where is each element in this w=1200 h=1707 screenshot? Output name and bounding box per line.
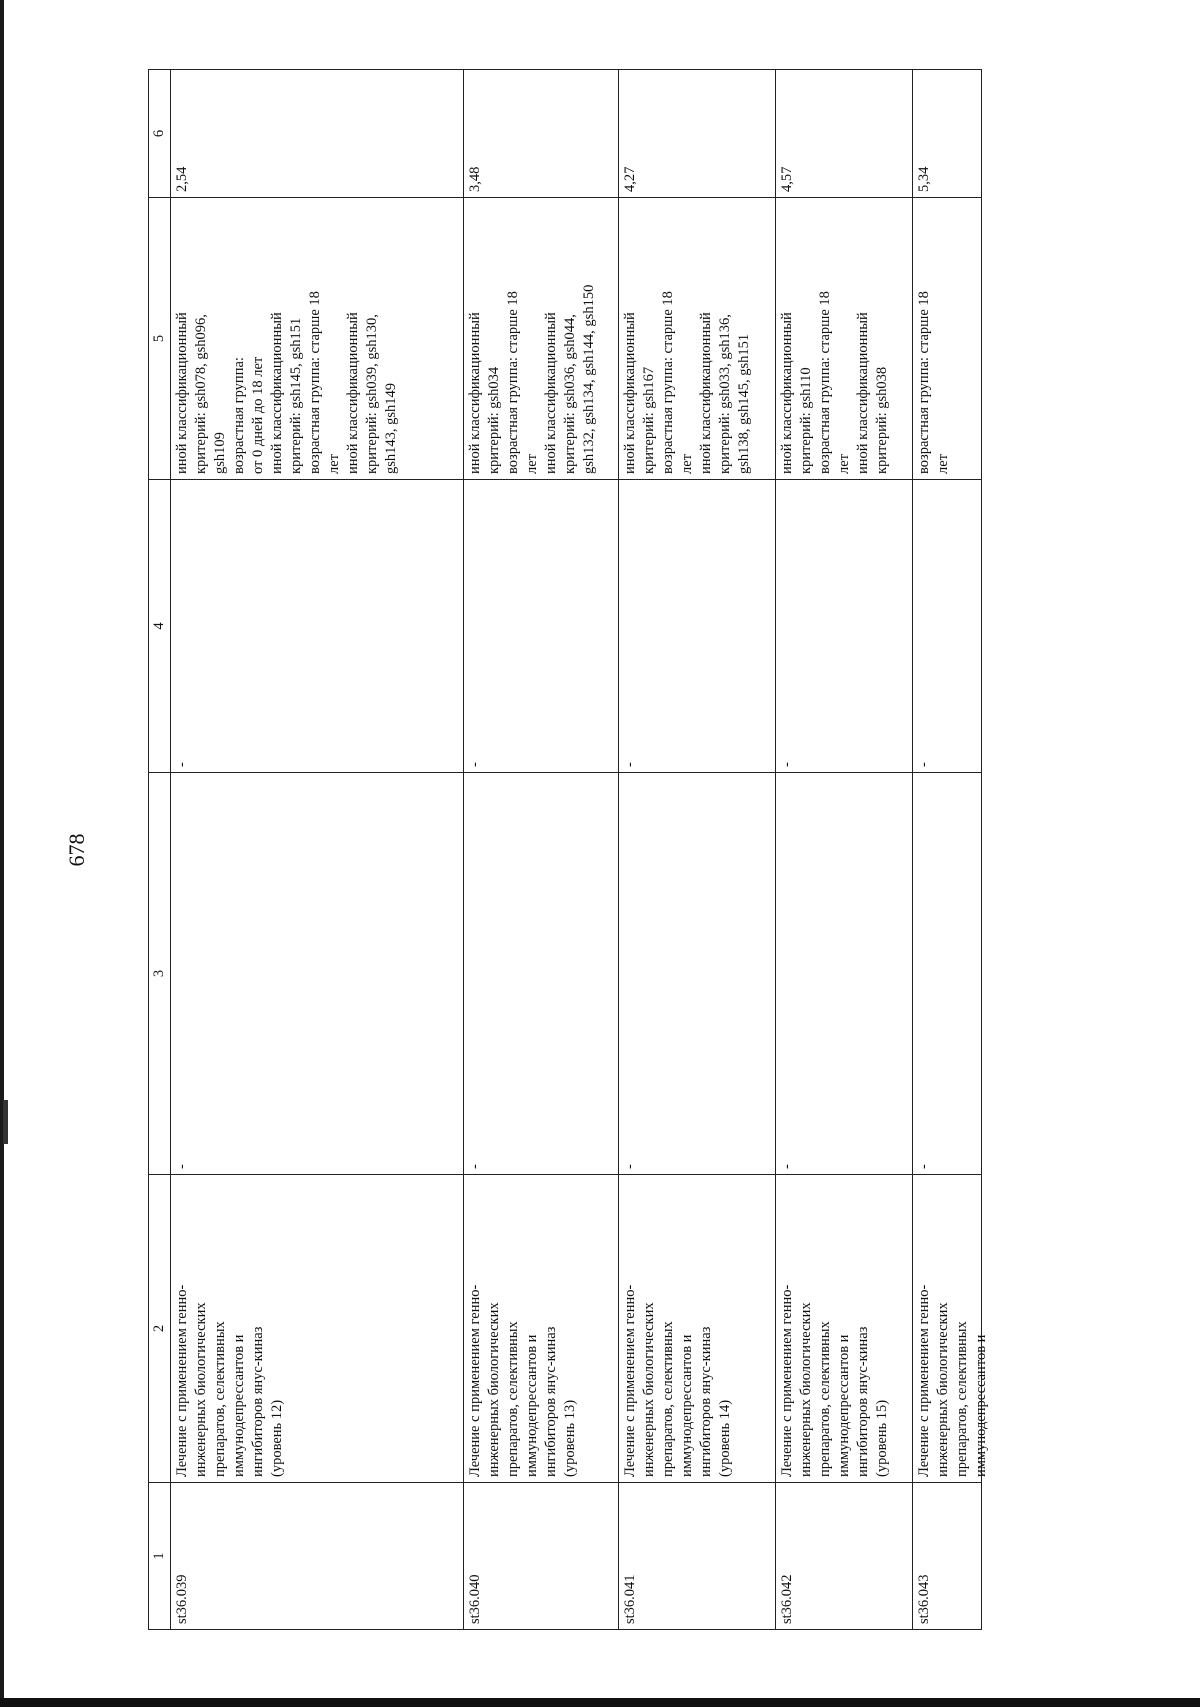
- row-coefficient: 4,57: [776, 70, 913, 198]
- row-code: st36.042: [776, 1483, 913, 1630]
- row-col3: -: [913, 773, 982, 1175]
- row-criteria: иной классификационный критерий: gsh034 возрастная группа: старше 18 лет иной классификационный критерий: gsh036, gsh044, gsh132, gsh134, gsh144, gsh150: [464, 198, 619, 480]
- row-code: st36.043: [913, 1483, 982, 1630]
- table-row: [913, 70, 982, 1630]
- header-col-2: 2: [149, 1175, 171, 1483]
- row-col4: -: [776, 480, 913, 773]
- row-name: Лечение с применением генно- инженерных биологических препаратов, селективных иммунодепрессантов и ингибиторов янус-киназ (уровень 13): [464, 1175, 619, 1483]
- table-row: [464, 70, 619, 1630]
- row-criteria: иной классификационный критерий: gsh078, gsh096, gsh109 возрастная группа: от 0 дней до 18 лет иной классификационный критерий: gsh145, gsh151 возрастная группа: старше 18 лет иной классификационный критерий: gsh039, gsh130, gsh143, gsh149: [171, 198, 464, 480]
- row-code: st36.040: [464, 1483, 619, 1630]
- row-code: st36.041: [619, 1483, 776, 1630]
- scan-edge-left: [0, 0, 4, 1707]
- row-name: Лечение с применением генно- инженерных биологических препаратов, селективных иммунодепрессантов и ингибиторов янус-киназ (уровень 12): [171, 1175, 464, 1483]
- row-coefficient: 2,54: [171, 70, 464, 198]
- scan-artifact-mark: [3, 1100, 8, 1144]
- header-col-6: 6: [149, 70, 171, 198]
- row-name: Лечение с применением генно- инженерных биологических препаратов, селективных иммунодепрессантов и: [916, 1284, 989, 1477]
- row-col4: -: [464, 480, 619, 773]
- table-row: [776, 70, 913, 1630]
- row-criteria: возрастная группа: старше 18 лет: [913, 198, 982, 480]
- table-row: [619, 70, 776, 1630]
- row-code: st36.039: [171, 1483, 464, 1630]
- tariff-table: [148, 69, 989, 1630]
- row-name: Лечение с применением генно- инженерных биологических препаратов, селективных иммунодепрессантов и ингибиторов янус-киназ (уровень 15): [776, 1175, 913, 1483]
- header-col-4: 4: [149, 480, 171, 773]
- page-number: 678: [64, 833, 89, 867]
- row-criteria: иной классификационный критерий: gsh110 возрастная группа: старше 18 лет иной классификационный критерий: gsh038: [776, 198, 913, 480]
- scan-edge-bottom: [0, 1698, 1200, 1707]
- row-coefficient: 4,27: [619, 70, 776, 198]
- header-row: [149, 70, 171, 1630]
- row-col3: -: [171, 773, 464, 1175]
- row-col4: -: [619, 480, 776, 773]
- row-name: Лечение с применением генно- инженерных биологических препаратов, селективных иммунодепрессантов и ингибиторов янус-киназ (уровень 14): [619, 1175, 776, 1483]
- row-name-cell: [913, 1175, 989, 1483]
- row-col3: -: [776, 773, 913, 1175]
- row-col3: -: [464, 773, 619, 1175]
- header-col-5: 5: [149, 198, 171, 480]
- header-col-3: 3: [149, 773, 171, 1175]
- row-col4: -: [171, 480, 464, 773]
- row-coefficient: 3,48: [464, 70, 619, 198]
- row-coefficient: 5,34: [913, 70, 982, 198]
- table-row: [171, 70, 464, 1630]
- row-col3: -: [619, 773, 776, 1175]
- row-criteria: иной классификационный критерий: gsh167 возрастная группа: старше 18 лет иной классификационный критерий: gsh033, gsh136, gsh138, gsh145, gsh151: [619, 198, 776, 480]
- header-col-1: 1: [149, 1483, 171, 1630]
- rotated-document-content: [60, 70, 1100, 1630]
- row-col4: -: [913, 480, 982, 773]
